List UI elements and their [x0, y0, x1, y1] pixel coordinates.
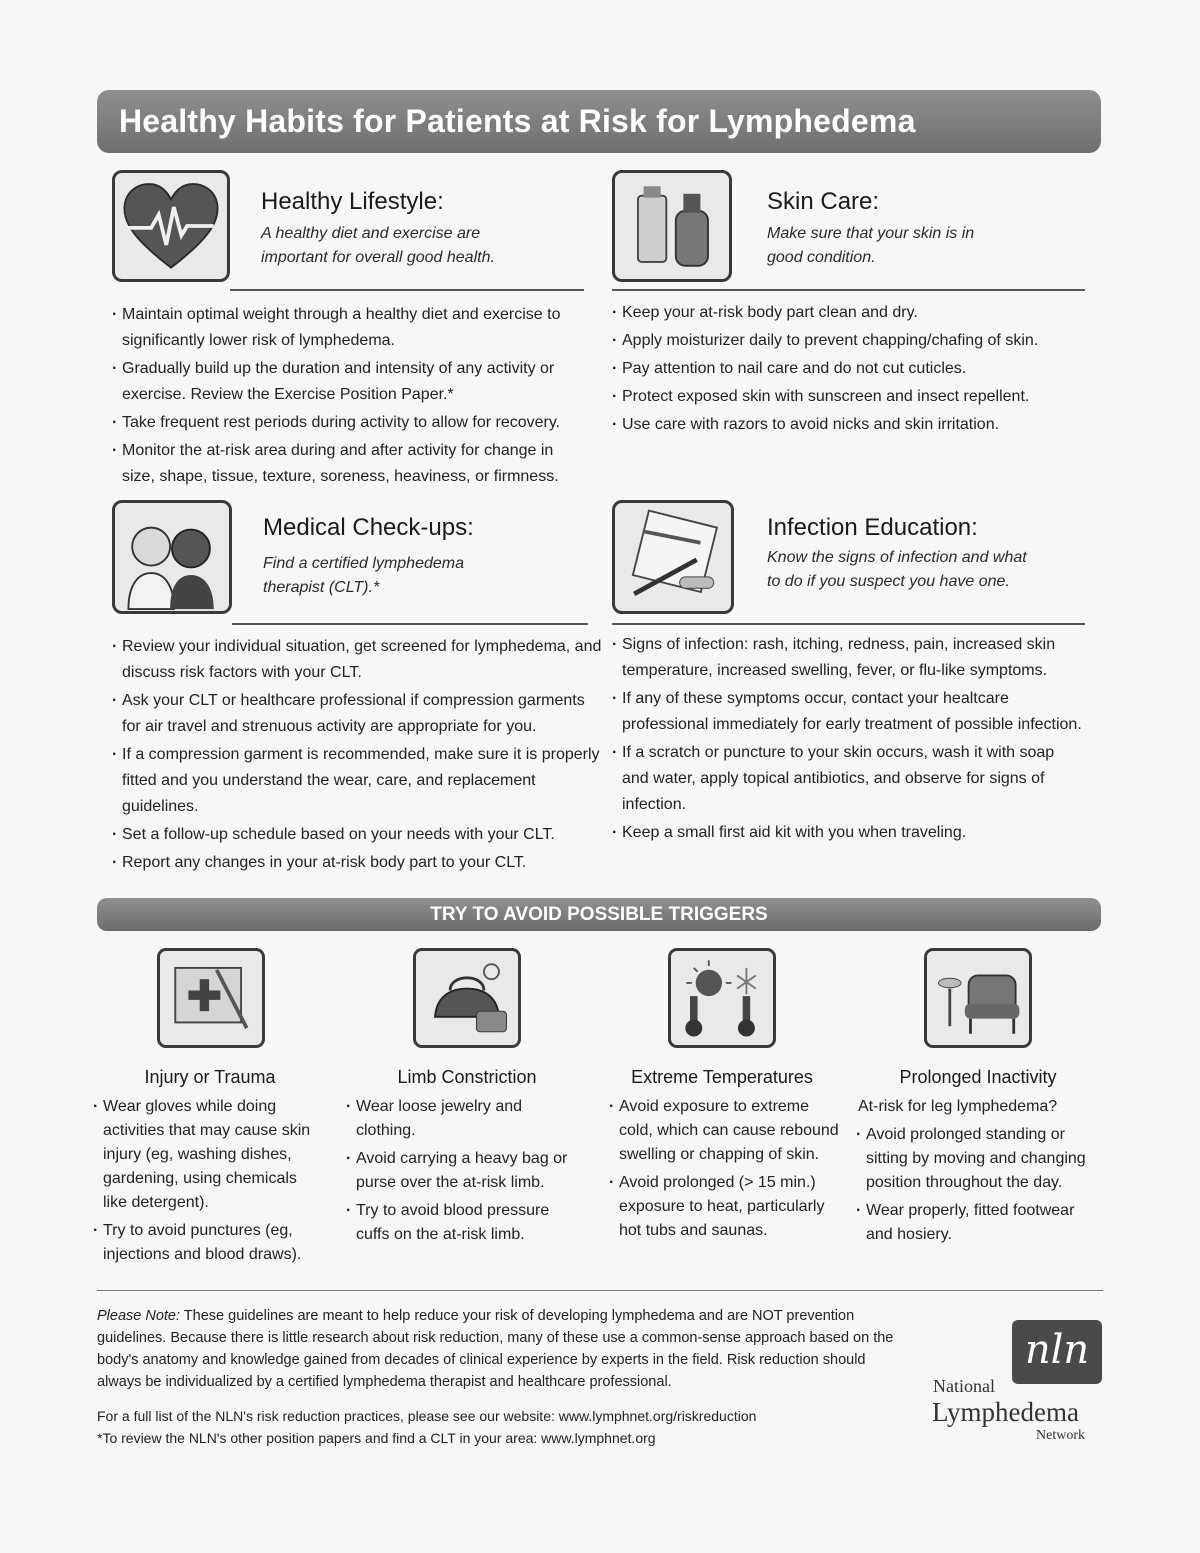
inactivity-title: Prolonged Inactivity — [899, 1067, 1057, 1087]
divider — [230, 289, 584, 291]
infection-subtitle — [767, 546, 1027, 594]
checkups-subtitle-line: therapist (CLT).* — [263, 579, 380, 596]
list-item: · Review your individual situation, get screened for lymphedema, and discuss risk factors with your CLT. — [112, 634, 604, 686]
temperature-icon — [668, 948, 776, 1048]
logo-network: Network — [1036, 1428, 1085, 1443]
divider — [612, 289, 1085, 291]
note-label: Please Note: — [97, 1308, 181, 1324]
list-item: · Try to avoid blood pressure cuffs on the at-risk limb. — [346, 1199, 586, 1247]
page-title: Healthy Habits for Patients at Risk for Lymphedema — [97, 90, 1101, 153]
armchair-icon — [924, 948, 1032, 1048]
skin-title: Skin Care: — [767, 188, 880, 215]
checkups-subtitle — [263, 552, 464, 600]
inactivity-list — [856, 1123, 1102, 1251]
list-item: · Pay attention to nail care and do not cut cuticles. — [612, 356, 1082, 382]
list-item: · Maintain optimal weight through a healthy diet and exercise to significantly lower risk of lymphedema. — [112, 302, 582, 354]
triggers-heading: TRY TO AVOID POSSIBLE TRIGGERS — [97, 898, 1101, 931]
checkups-subtitle-line: Find a certified lymphedema — [263, 555, 464, 572]
list-item: · Protect exposed skin with sunscreen and insect repellent. — [612, 384, 1082, 410]
list-item: · If any of these symptoms occur, contact your healtcare professional immediately for early treatment of possible infection. — [612, 686, 1084, 738]
infection-subtitle-line: Know the signs of infection and what — [767, 549, 1027, 566]
list-item: · Wear gloves while doing activities that may cause skin injury (eg, washing dishes, gardening, using chemicals like detergent). — [93, 1095, 325, 1215]
list-item: · Apply moisturizer daily to prevent chapping/chafing of skin. — [612, 328, 1082, 354]
list-item: · Take frequent rest periods during activity to allow for recovery. — [112, 410, 582, 436]
list-item: · Report any changes in your at-risk body part to your CLT. — [112, 850, 604, 876]
skin-list — [612, 300, 1082, 440]
temps-list — [609, 1095, 841, 1247]
thermometer-icon — [612, 500, 734, 614]
list-item: · Avoid exposure to extreme cold, which can cause rebound swelling or chapping of skin. — [609, 1095, 841, 1167]
injury-list — [93, 1095, 325, 1271]
divider — [612, 623, 1085, 625]
skin-subtitle-line: good condition. — [767, 249, 876, 266]
list-item: · Signs of infection: rash, itching, redness, pain, increased skin temperature, increased swelling, fever, or flu-like symptoms. — [612, 632, 1084, 684]
list-item: · If a compression garment is recommended, make sure it is properly fitted and you understand the wear, care, and replacement guidelines. — [112, 742, 604, 820]
infection-list — [612, 632, 1084, 848]
lifestyle-title: Healthy Lifestyle: — [261, 188, 444, 215]
footer-clt: *To review the NLN's other position papers and find a CLT in your area: www.lymphnet.org — [97, 1430, 656, 1446]
infection-title: Infection Education: — [767, 514, 978, 541]
lifestyle-subtitle — [261, 222, 495, 270]
list-item: · Use care with razors to avoid nicks and skin irritation. — [612, 412, 1082, 438]
divider — [97, 1290, 1103, 1291]
list-item: · If a scratch or puncture to your skin occurs, wash it with soap and water, apply topical antibiotics, and observe for signs of infection. — [612, 740, 1084, 818]
limb-list — [346, 1095, 586, 1251]
temps-title: Extreme Temperatures — [631, 1067, 813, 1087]
list-item: · Avoid prolonged standing or sitting by moving and changing position throughout the day. — [856, 1123, 1102, 1195]
logo-lymphedema: Lymphedema — [932, 1397, 1079, 1427]
list-item: · Set a follow-up schedule based on your needs with your CLT. — [112, 822, 604, 848]
checkups-list — [112, 634, 604, 878]
skin-subtitle — [767, 222, 974, 270]
divider — [232, 623, 588, 625]
list-item: · Avoid carrying a heavy bag or purse over the at-risk limb. — [346, 1147, 586, 1195]
list-item: · Keep your at-risk body part clean and dry. — [612, 300, 1082, 326]
list-item: · Monitor the at-risk area during and after activity for change in size, shape, tissue, texture, soreness, heaviness, or firmness. — [112, 438, 582, 490]
lifestyle-subtitle-line: A healthy diet and exercise are — [261, 225, 481, 242]
list-item: · Gradually build up the duration and intensity of any activity or exercise. Review the Exercise Position Paper.* — [112, 356, 582, 408]
skin-products-icon — [612, 170, 732, 282]
skin-subtitle-line: Make sure that your skin is in — [767, 225, 975, 242]
purse-icon — [413, 948, 521, 1048]
list-item: · Wear loose jewelry and clothing. — [346, 1095, 586, 1143]
nln-logo: nln — [1012, 1320, 1102, 1384]
list-item: · Wear properly, fitted footwear and hosiery. — [856, 1199, 1102, 1247]
first-aid-icon — [157, 948, 265, 1048]
note-text: These guidelines are meant to help reduce your risk of developing lymphedema and are NOT prevention guidelines. Because there is little research about risk reduction, many of these use a common-sense approach based on the body's anatomy and knowledge gained from decades of clinical experience by experts in the field. Risk reduction should always be individualized by a certified lymphedema therapist and healthcare professional. — [97, 1308, 894, 1390]
list-item: · Avoid prolonged (> 15 min.) exposure to heat, particularly hot tubs and saunas. — [609, 1171, 841, 1243]
limb-title: Limb Constriction — [397, 1067, 537, 1087]
logo-national: National — [933, 1376, 995, 1396]
list-item: · Try to avoid punctures (eg, injections and blood draws). — [93, 1219, 325, 1267]
list-item: · Ask your CLT or healthcare professional if compression garments for air travel and strenuous activity are appropriate for you. — [112, 688, 604, 740]
heart-icon — [112, 170, 230, 282]
injury-title: Injury or Trauma — [144, 1067, 276, 1087]
please-note — [97, 1305, 912, 1393]
doctor-patient-icon — [112, 500, 232, 614]
footer-website: For a full list of the NLN's risk reduction practices, please see our website: www.lymphnet.org/riskreduction — [97, 1408, 757, 1424]
lifestyle-subtitle-line: important for overall good health. — [261, 249, 495, 266]
checkups-title: Medical Check-ups: — [263, 514, 474, 541]
list-item: · Keep a small first aid kit with you when traveling. — [612, 820, 1084, 846]
infection-subtitle-line: to do if you suspect you have one. — [767, 573, 1010, 590]
inactivity-lead: At-risk for leg lymphedema? — [858, 1098, 1058, 1115]
lifestyle-list — [112, 302, 582, 492]
